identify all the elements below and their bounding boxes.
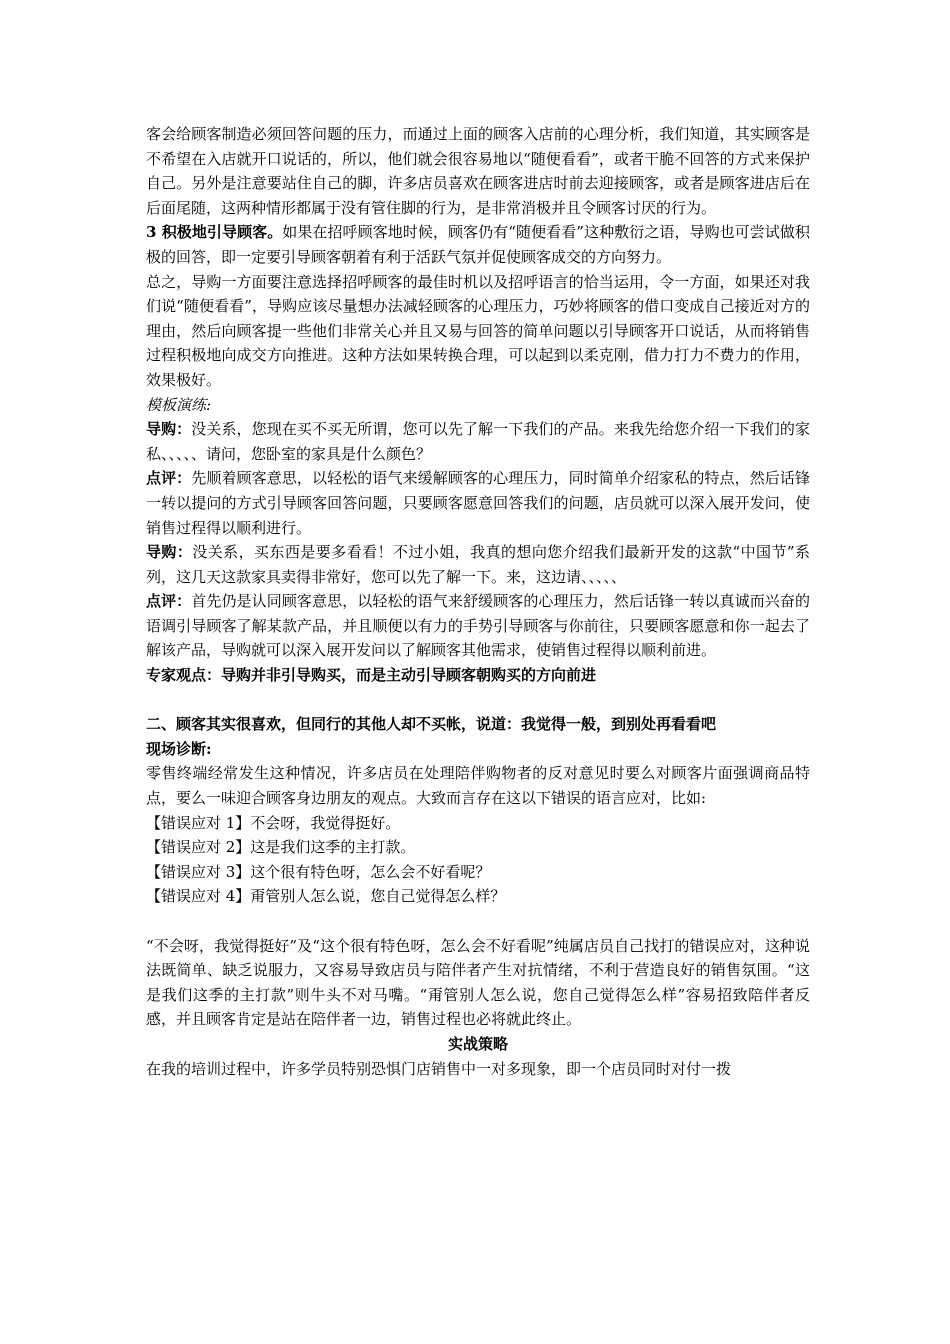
comment-2-label: 点评： [146, 592, 192, 611]
paragraph-intro: 客会给顾客制造必须回答问题的压力，而通过上面的顾客入店前的心理分析，我们知道，其实顾客是不希望在入店就开口说话的，所以，他们就会很容易地以“随便看看”，或者干脆不回答的方式来保护自己。另外是注意要站住自己的脚，许多店员喜欢在顾客进店时前去迎接顾客，或者是顾客进店后在后面尾随，这两种情形都属于没有管住脚的行为，是非常消极并且令顾客讨厌的行为。 [146, 125, 810, 217]
paragraph-guide-point-3 [146, 220, 810, 269]
blank-line [146, 909, 810, 934]
section-2-title: 二、顾客其实很喜欢，但同行的其他人却不买帐，说道：我觉得一般，到别处再看看吧 [146, 715, 717, 734]
wrong-response-4: 【错误应对 4】甭管别人怎么说，您自己觉得怎么样？ [146, 887, 506, 906]
wrong-response-2: 【错误应对 2】这是我们这季的主打款。 [146, 838, 416, 857]
wrong-response-1: 【错误应对 1】不会呀，我觉得挺好。 [146, 813, 401, 832]
template-label: 模板演练: [146, 395, 212, 414]
dialog-2-label: 导购： [146, 543, 193, 562]
document-page [146, 122, 810, 1081]
dialog-1-label: 导购： [146, 420, 192, 439]
diagnosis-label: 现场诊断: [146, 739, 212, 758]
comment-1-label: 点评： [146, 469, 192, 488]
point-3-text: 如果在招呼顾客地时候，顾客仍有“随便看看”这种敷衍之语，导购也可尝试做积极的回答，即一定要引导顾客朝着有利于活跃气氛并促使顾客成交的方向努力。 [146, 223, 810, 266]
comment-2-text: 首先仍是认同顾客意思，以轻松的语气来舒缓顾客的心理压力，然后话锋一转以真诚而兴奋的语调引导顾客了解某款产品，并且顺便以有力的手势引导顾客与你前往，只要顾客愿意和你一起去了解该产品，导购就可以深入展开发问以了解顾客其他需求，使销售过程得以顺利前进。 [146, 592, 810, 660]
analysis-paragraph: “不会呀，我觉得挺好”及“这个很有特色呀，怎么会不好看呢”纯属店员自己找打的错误应对，这种说法既简单、缺乏说服力，又容易导致店员与陪伴者产生对抗情绪，不利于营造良好的销售氛围。“这是我们这季的主打款”则牛头不对马嘴。“甭管别人怎么说，您自己觉得怎么样”容易招致陪伴者反感，并且顾客肯定是站在陪伴者一边，销售过程也必将就此终止。 [146, 936, 810, 1029]
dialog-1 [146, 417, 810, 466]
paragraph-summary: 总之，导购一方面要注意选择招呼顾客的最佳时机以及招呼语言的恰当运用，令一方面，如果还对我们说“随便看看”，导购应该尽量想办法减轻顾客的心理压力，巧妙将顾客的借口变成自己接近对方的理由，然后向顾客提一些他们非常关心并且又易与回答的简单问题以引导顾客开口说话，从而将销售过程积极地向成交方向推进。这种方法如果转换合理，可以起到以柔克刚，借力打力不费力的作用，效果极好。 [146, 272, 810, 389]
wrong-response-3: 【错误应对 3】这个很有特色呀，怎么会不好看呢？ [146, 862, 491, 881]
point-3-heading: 3 积极地引导顾客。 [146, 223, 283, 242]
comment-1-text: 先顺着顾客意思，以轻松的语气来缓解顾客的心理压力，同时简单介绍家私的特点，然后话锋一转以提问的方式引导顾客回答问题，只要顾客愿意回答我们的问题，店员就可以深入展开发问，使销售过程得以顺利进行。 [146, 469, 810, 537]
comment-1 [146, 466, 810, 540]
dialog-1-text: 没关系，您现在买不买无所谓，您可以先了解一下我们的产品。来我先给您介绍一下我们的家私、、、、、请问，您卧室的家具是什么颜色？ [146, 420, 810, 463]
expert-view: 专家观点：导购并非引导购买，而是主动引导顾客朝购买的方向前进 [146, 666, 597, 685]
strategy-text: 在我的培训过程中，许多学员特别恐惧门店销售中一对多现象，即一个店员同时对付一拨 [146, 1059, 732, 1078]
dialog-2-text: 没关系，买东西是要多看看！不过小姐，我真的想向您介绍我们最新开发的这款“中国节”系列，这几天这款家具卖得非常好，您可以先了解一下。来，这边请、、、、、 [146, 543, 810, 586]
comment-2 [146, 589, 810, 663]
dialog-2 [146, 540, 810, 589]
blank-line [146, 688, 810, 713]
strategy-heading: 实战策略 [447, 1034, 508, 1053]
diagnosis-text: 零售终端经常发生这种情况，许多店员在处理陪伴购物者的反对意见时要么对顾客片面强调商品特点，要么一味迎合顾客身边朋友的观点。大致而言存在这以下错误的语言应对，比如: [146, 764, 810, 808]
